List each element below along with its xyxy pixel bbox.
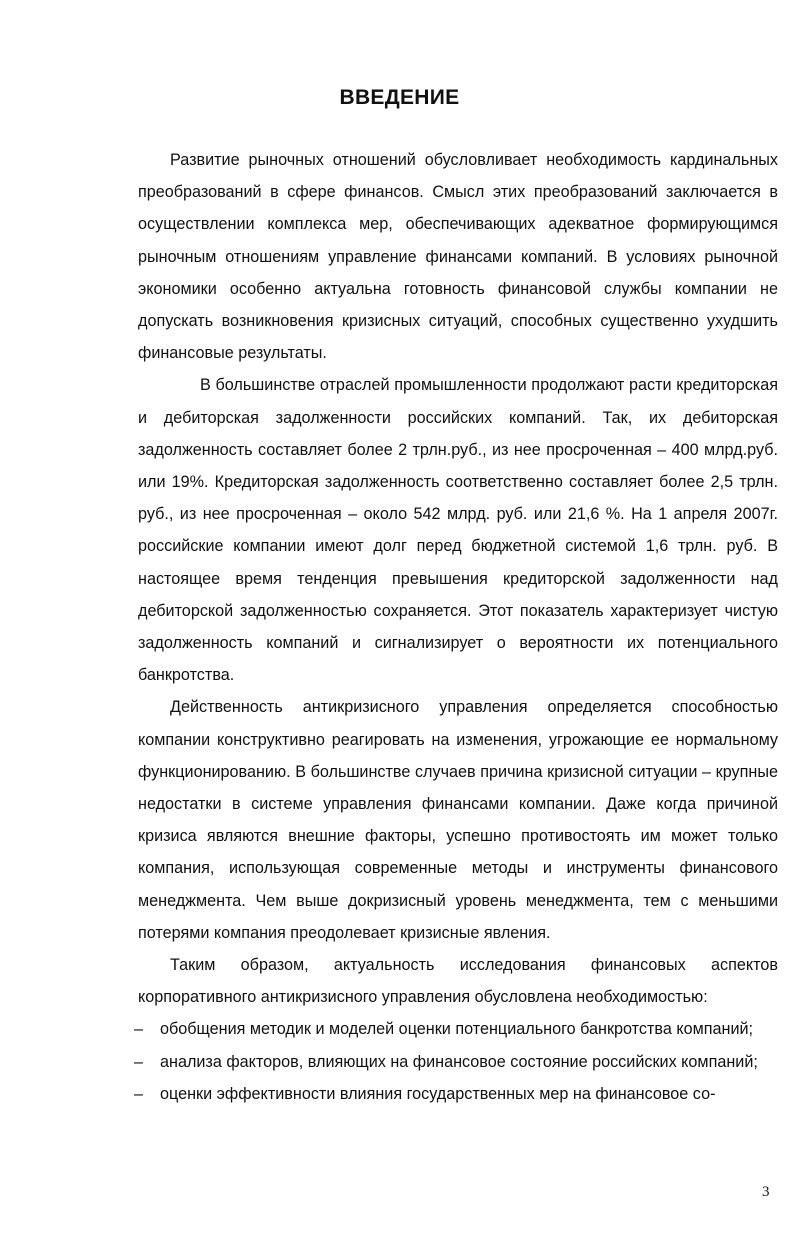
dash-marker: – xyxy=(134,1052,144,1071)
paragraph-1: Развитие рыночных отношений обусловливает необходимость кардинальных преобразований в сфере финансов. Смысл этих преобразований заключается в осуществлении комплекса мер, обеспечивающих адекватное формирующимся рыночным отношениям управление финансами компаний. В условиях рыночной экономики особенно актуальна готовность финансовой службы компании не допускать возникновения кризисных ситуаций, способных существенно ухудшить финансовые результаты. xyxy=(138,151,778,363)
list-item xyxy=(134,1078,778,1110)
page-title: ВВЕДЕНИЕ xyxy=(339,86,460,109)
list-item xyxy=(134,1013,778,1045)
dash-marker: – xyxy=(134,1084,144,1103)
list-item-text: оценки эффективности влияния государственных мер на финансовое со- xyxy=(160,1084,716,1103)
body-text xyxy=(134,144,778,1110)
requirements-list xyxy=(134,1013,778,1110)
paragraph-4: Таким образом, актуальность исследования финансовых аспектов корпоративного антикризисного управления обусловлена необходимостью: xyxy=(138,956,778,1007)
paragraph-3: Действенность антикризисного управления определяется способностью компании конструктивно реагировать на изменения, угрожающие ее нормальному функционированию. В большинстве случаев причина кризисной ситуации – крупные недостатки в системе управления финансами компании. Даже когда причиной кризиса являются внешние факторы, успешно противостоять им может только компания, использующая современные методы и инструменты финансового менеджмента. Чем выше докризисный уровень менеджмента, тем с меньшими потерями компания преодолевает кризисные явления. xyxy=(138,698,778,942)
dash-marker: – xyxy=(134,1020,144,1039)
list-item xyxy=(134,1046,778,1078)
paragraph-2: В большинстве отраслей промышленности продолжают расти кредиторская и дебиторская задолженности российских компаний. Так, их дебиторская задолженность составляет более 2 трлн.руб., из нее просроченная – 400 млрд.руб. или 19%. Кредиторская задолженность соответственно составляет более 2,5 трлн. руб., из нее просроченная – около 542 млрд. руб. или 21,6 %. На 1 апреля 2007г. российские компании имеют долг перед бюджетной системой 1,6 трлн. руб. В настоящее время тенденция превышения кредиторской задолженности над дебиторской задолженностью сохраняется. Этот показатель характеризует чистую задолженность компаний и сигнализирует о вероятности их потенциального банкротства. xyxy=(138,376,778,685)
list-item-text: анализа факторов, влияющих на финансовое состояние российских компаний; xyxy=(160,1052,758,1071)
page-number: 3 xyxy=(762,1184,770,1200)
list-item-text: обобщения методик и моделей оценки потенциального банкротства компаний; xyxy=(160,1020,754,1039)
